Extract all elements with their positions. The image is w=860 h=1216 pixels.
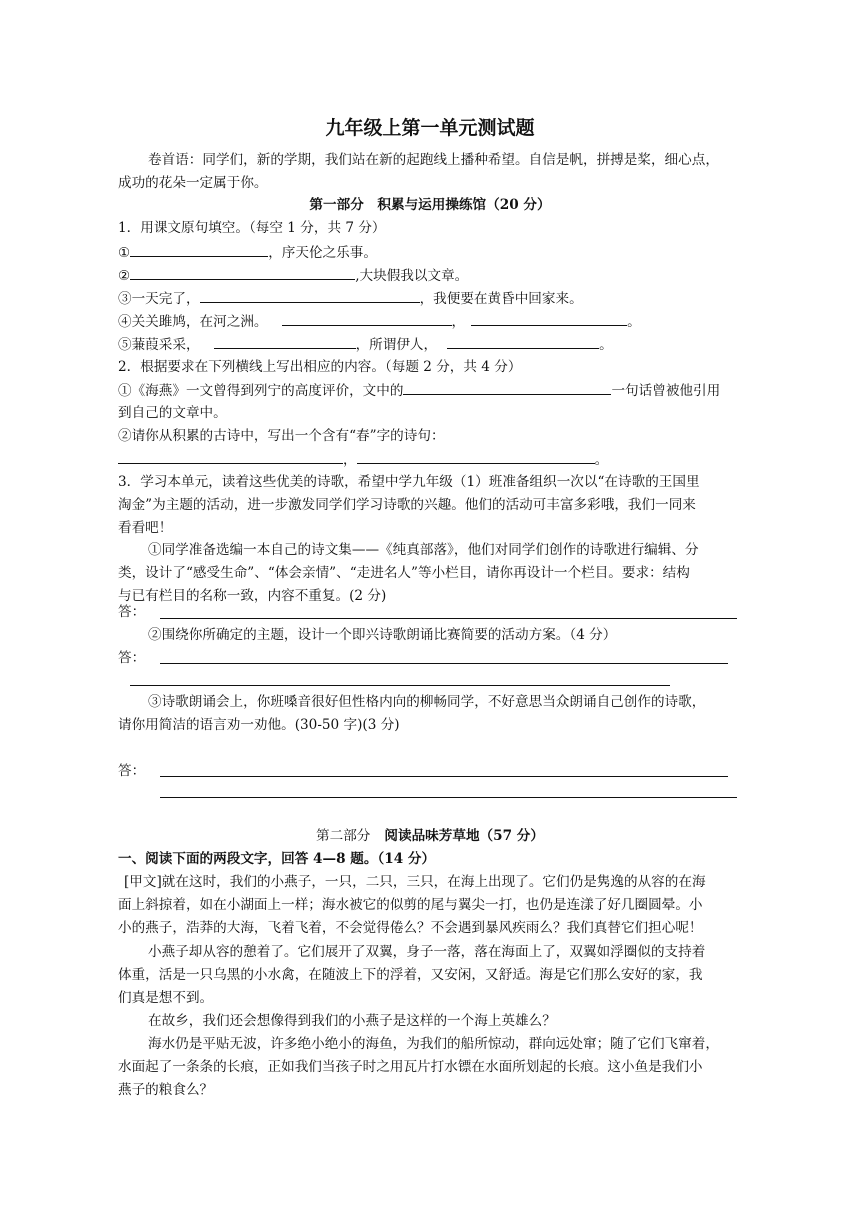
fill-blank[interactable]: [130, 242, 268, 257]
q2-b: ②请你从积累的古诗中，写出一个含有“春”字的诗句：: [118, 428, 445, 444]
q3-s3-line-1: ③诗歌朗诵会上，你班嗓音很好但性格内向的柳畅同学，不好意思当众朗诵自己创作的诗歌，: [148, 694, 706, 710]
q1-line-1: [118, 242, 377, 263]
preface-line-1: 卷首语：同学们，新的学期，我们站在新的起跑线上播种希望。自信是帆，拼搏是桨，细心点，: [148, 152, 719, 168]
fill-blank[interactable]: [214, 334, 356, 349]
q3-s2: ②围绕你所确定的主题，设计一个即兴诗歌朗诵比赛简要的活动方案。（4 分）: [148, 627, 617, 643]
para2-line-1: 小燕子却从容的憩着了。它们展开了双翼，身子一落，落在海面上了，双翼如浮圈似的支持着: [148, 944, 706, 960]
q3-s3-line-2: 请你用简洁的语言劝一劝他。(30-50 字)(3 分): [118, 717, 400, 733]
q1-line-3-pre: ③一天完了，: [118, 291, 200, 307]
para2-line-2: 体重，活是一只乌黑的小水禽，在随波上下的浮着，又安闲，又舒适。海是它们那么安好的家，我: [118, 967, 703, 983]
q1-line-5: [118, 334, 613, 355]
para2-line-3: 们真是想不到。: [118, 990, 214, 1006]
q2-b-blanks: [118, 449, 608, 470]
part2-heading-title: 阅读品味芳草地（57 分）: [384, 828, 544, 844]
answer-label: 答：: [118, 650, 146, 666]
fill-blank[interactable]: [357, 449, 595, 464]
answer-line[interactable]: [160, 663, 728, 664]
section1-heading: 一、阅读下面的两段文字，回答 4—8 题。（14 分）: [118, 851, 436, 867]
q3-stem-2: 淘金”为主题的活动，进一步激发同学们学习诗歌的兴趣。他们的活动可丰富多彩哦，我们一同来: [118, 497, 696, 513]
part2-heading-label: 第二部分: [316, 828, 371, 844]
para1-line-2: 面上斜掠着，如在小湖面上一样；海水被它的似剪的尾与翼尖一打，也仍是连漾了好几圈圆晕。小: [118, 897, 703, 913]
answer-line[interactable]: [160, 797, 737, 798]
para3: 在故乡，我们还会想像得到我们的小燕子是这样的一个海上英雄么？: [148, 1013, 556, 1029]
para1-line-3: 小的燕子，浩莽的大海，飞着飞着，不会觉得倦么？不会遇到暴风疾雨么？我们真替它们担心呢！: [118, 920, 703, 936]
q2-a-pre: ①《海燕》一文曾得到列宁的高度评价，文中的: [118, 383, 404, 399]
q2-a: [118, 380, 720, 401]
q1-line-4-pre: ④关关雎鸠，在河之洲。: [118, 314, 268, 330]
part2-heading: [0, 826, 860, 846]
q1-line-1-pre: ①: [118, 245, 131, 261]
fill-blank[interactable]: [282, 311, 452, 326]
answer-line[interactable]: [160, 776, 728, 777]
q1-line-2-post: ,大块假我以文章。: [355, 268, 469, 284]
fill-blank[interactable]: [200, 288, 420, 303]
q1-line-5-end: 。: [599, 337, 613, 353]
page-title: 九年级上第一单元测试题: [325, 117, 535, 139]
q3-stem-1: 3．学习本单元，读着这些优美的诗歌，希望中学九年级（1）班准备组织一次以“在诗歌的王国里: [118, 474, 700, 490]
q1-line-4-mid: ，: [451, 314, 466, 330]
q1-line-4: [118, 311, 641, 332]
answer-label: 答：: [118, 763, 146, 779]
q3-s1-line-3: 与已有栏目的名称一致，内容不重复。(2 分): [118, 588, 387, 604]
q2-b-end: 。: [594, 452, 609, 468]
para4-line-2: 水面起了一条条的长痕，正如我们当孩子时之用瓦片打水镖在水面所划起的长痕。这小鱼是我们小: [118, 1059, 703, 1075]
fill-blank[interactable]: [471, 311, 627, 326]
preface-line-2: 成功的花朵一定属于你。: [118, 175, 268, 191]
para1-line-1: [甲文]就在这时，我们的小燕子，一只，二只，三只，在海上出现了。它们仍是隽逸的从容的在海: [124, 874, 706, 890]
part1-heading: 第一部分 积累与运用操练馆（20 分）: [309, 197, 551, 213]
fill-blank[interactable]: [403, 380, 611, 395]
q2-a-cont: 到自己的文章中。: [118, 405, 227, 421]
q3-stem-3: 看看吧！: [118, 520, 173, 536]
q3-s1-line-2: 类，设计了“感受生命”、“体会亲情”、“走进名人”等小栏目，请你再设计一个栏目。要求：结构: [118, 565, 690, 581]
q1-line-2: [118, 265, 468, 286]
q1-line-5-mid: ，所谓伊人，: [355, 337, 438, 353]
q1-stem: 1．用课文原句填空。（每空 1 分，共 7 分）: [118, 220, 386, 236]
fill-blank[interactable]: [447, 334, 599, 349]
q1-line-5-pre: ⑤蒹葭采采，: [118, 337, 200, 353]
q1-line-1-post: ，序天伦之乐事。: [268, 245, 377, 261]
q1-line-3: [118, 288, 583, 309]
q2-a-post: 一句话曾被他引用: [611, 383, 721, 399]
q1-line-2-pre: ②: [118, 268, 131, 284]
fill-blank[interactable]: [130, 265, 355, 280]
para4-line-1: 海水仍是平贴无波，许多绝小绝小的海鱼，为我们的船所惊动，群向远处窜；随了它们飞窜着，: [148, 1036, 719, 1052]
q3-s1-line-1: ①同学准备选编一本自己的诗文集——《纯真部落》，他们对同学们创作的诗歌进行编辑、分: [148, 542, 699, 558]
q2-b-sep: ，: [343, 452, 357, 468]
answer-line[interactable]: [130, 685, 670, 686]
para4-line-3: 燕子的粮食么？: [118, 1082, 214, 1098]
q2-stem: 2．根据要求在下列横线上写出相应的内容。（每题 2 分，共 4 分）: [118, 359, 522, 375]
q1-line-4-end: 。: [627, 314, 641, 330]
q1-line-3-post: ，我便要在黄昏中回家来。: [419, 291, 583, 307]
answer-label: 答：: [118, 604, 146, 620]
answer-line[interactable]: [160, 618, 737, 619]
fill-blank[interactable]: [118, 449, 343, 464]
